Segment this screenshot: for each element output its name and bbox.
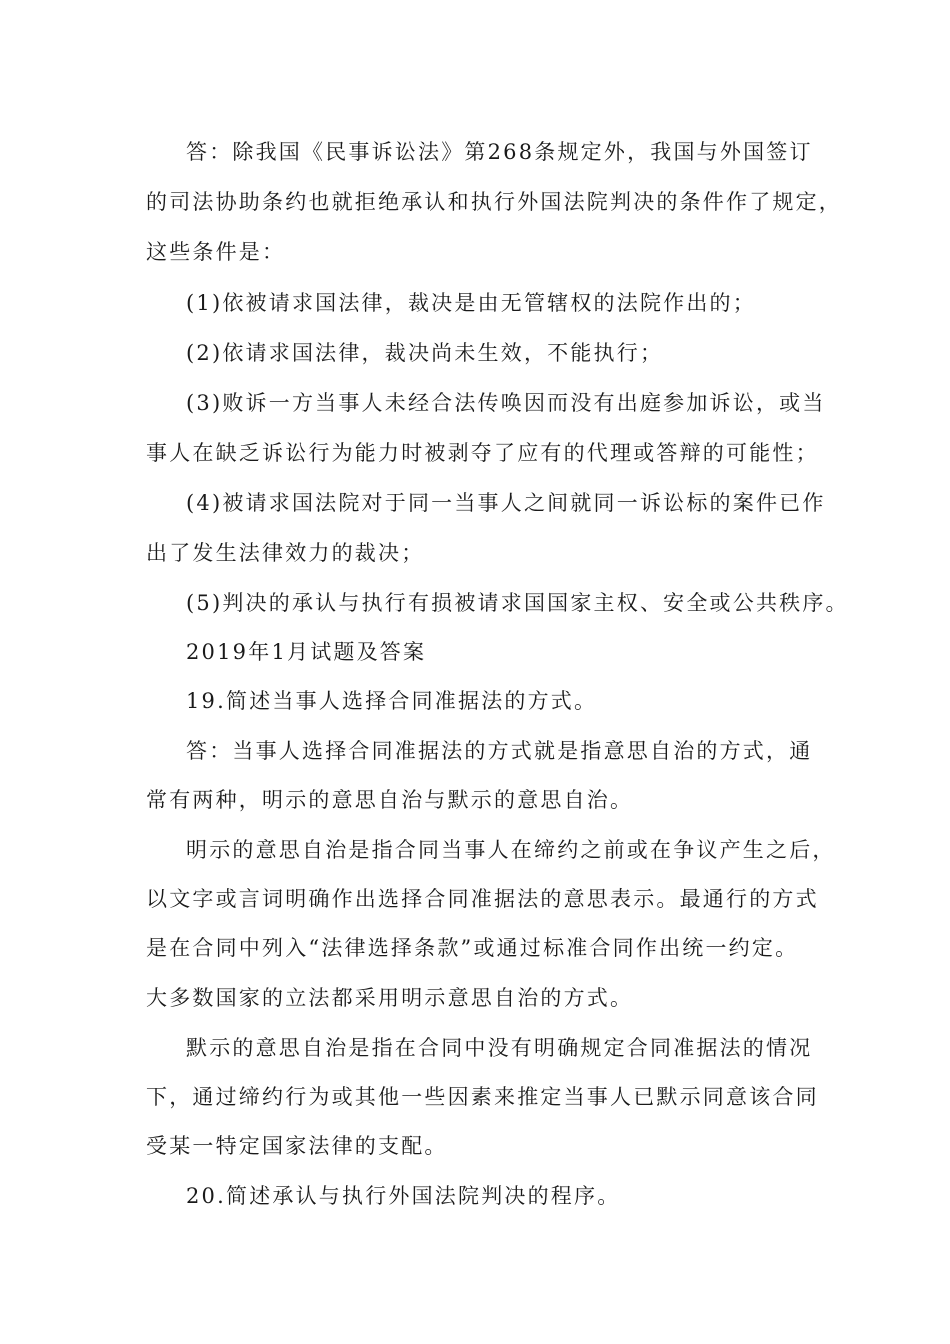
- text-line: 这些条件是：: [146, 240, 286, 264]
- text-line: 答：除我国《民事诉讼法》第268条规定外，我国与外国签订: [186, 140, 813, 164]
- text-line: (3)败诉一方当事人未经合法传唤因而没有出庭参加诉讼，或当: [186, 391, 826, 415]
- text-line: (2)依请求国法律，裁决尚未生效，不能执行；: [186, 341, 664, 365]
- text-line: (4)被请求国法院对于同一当事人之间就同一诉讼标的案件已作: [186, 491, 826, 515]
- text-line: 以文字或言词明确作出选择合同准据法的意思表示。最通行的方式: [146, 887, 819, 911]
- text-line: 常有两种，明示的意思自治与默示的意思自治。: [146, 788, 634, 812]
- text-line: 的司法协助条约也就拒绝承认和执行外国法院判决的条件作了规定，: [146, 190, 842, 214]
- text-line: 是在合同中列入“法律选择条款”或通过标准合同作出统一约定。: [146, 936, 799, 960]
- text-line: 默示的意思自治是指在合同中没有明确规定合同准据法的情况: [186, 1036, 813, 1060]
- text-line: 下，通过缔约行为或其他一些因素来推定当事人已默示同意该合同: [146, 1085, 819, 1109]
- text-line: 明示的意思自治是指合同当事人在缔约之前或在争议产生之后，: [186, 838, 836, 862]
- text-line: 答：当事人选择合同准据法的方式就是指意思自治的方式，通: [186, 739, 813, 763]
- text-line: 受某一特定国家法律的支配。: [146, 1134, 448, 1158]
- question-heading: 20.简述承认与执行外国法院判决的程序。: [186, 1184, 621, 1208]
- text-line: (5)判决的承认与执行有损被请求国国家主权、安全或公共秩序。: [186, 591, 849, 615]
- section-heading: 2019年1月试题及答案: [186, 640, 427, 664]
- text-line: 大多数国家的立法都采用明示意思自治的方式。: [146, 986, 634, 1010]
- text-line: 出了发生法律效力的裁决；: [146, 541, 425, 565]
- text-line: (1)依被请求国法律，裁决是由无管辖权的法院作出的；: [186, 291, 756, 315]
- text-line: 事人在缺乏诉讼行为能力时被剥夺了应有的代理或答辩的可能性；: [146, 441, 819, 465]
- question-heading: 19.简述当事人选择合同准据法的方式。: [186, 689, 598, 713]
